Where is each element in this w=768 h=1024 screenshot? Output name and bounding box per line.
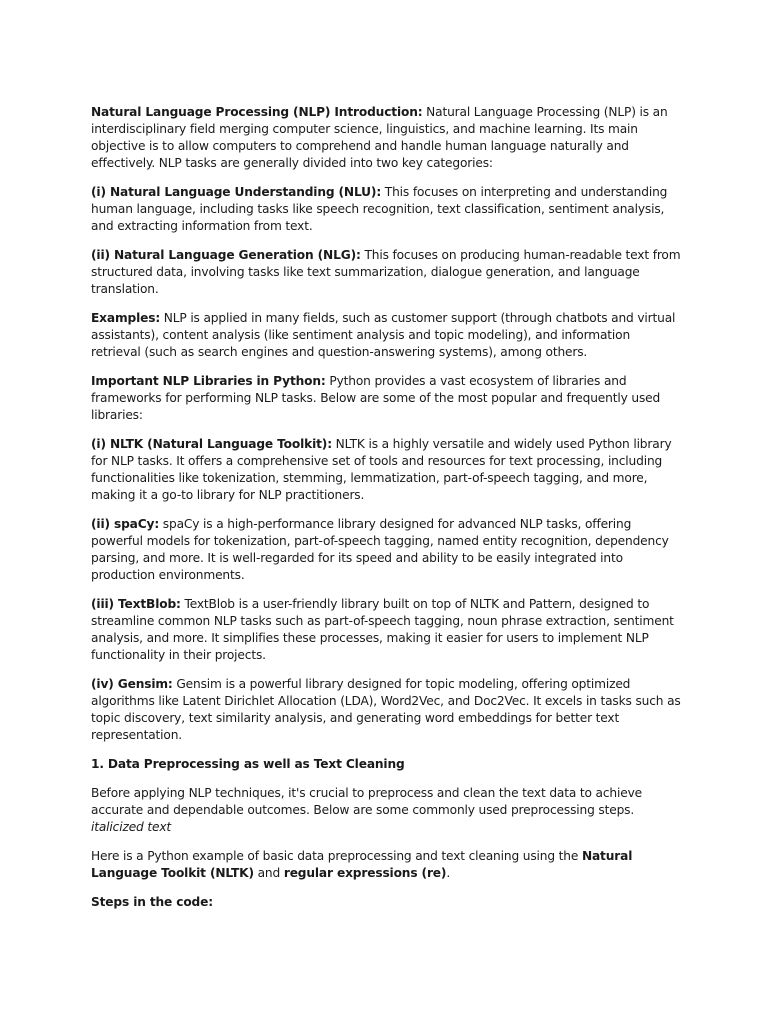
examples-title: Examples: bbox=[91, 311, 161, 325]
spacy-title: (ii) spaCy: bbox=[91, 517, 160, 531]
spacy-text: spaCy is a high-performance library designed for advanced NLP tasks, offering powerful models for tokenization, part-of-speech tagging, named entity recognition, dependency parsing, and more. It is well-regarded for its speed and ability to be easily integrated into production environments. bbox=[91, 517, 669, 582]
nltk-text: NLTK is a highly versatile and widely used Python library for NLP tasks. It offers a comprehensive set of tools and resources for text processing, including functionalities like tokenization, stemming, lemmatization, part-of-speech tagging, and more, making it a go-to library for NLP practitioners. bbox=[91, 437, 672, 502]
libraries-title: Important NLP Libraries in Python: bbox=[91, 374, 326, 388]
nltk-title: (i) NLTK (Natural Language Toolkit): bbox=[91, 437, 332, 451]
example-paragraph bbox=[91, 848, 681, 882]
before-paragraph bbox=[91, 785, 681, 836]
gensim-paragraph bbox=[91, 676, 681, 744]
libraries-paragraph bbox=[91, 373, 681, 424]
textblob-title: (iii) TextBlob: bbox=[91, 597, 181, 611]
gensim-title: (iv) Gensim: bbox=[91, 677, 173, 691]
gensim-text: Gensim is a powerful library designed for topic modeling, offering optimized algorithms like Latent Dirichlet Allocation (LDA), Word2Vec, and Doc2Vec. It excels in tasks such as topic discovery, text similarity analysis, and generating word embeddings for better text representation. bbox=[91, 677, 681, 742]
textblob-paragraph bbox=[91, 596, 681, 664]
before-text: Before applying NLP techniques, it's crucial to preprocess and clean the text data to achieve accurate and dependable outcomes. Below are some commonly used preprocessing steps. bbox=[91, 786, 642, 817]
intro-paragraph bbox=[91, 104, 681, 172]
spacy-paragraph bbox=[91, 516, 681, 584]
italic-placeholder-text: italicized text bbox=[91, 820, 172, 834]
nlu-title: (i) Natural Language Understanding (NLU): bbox=[91, 185, 382, 199]
textblob-text: TextBlob is a user-friendly library built on top of NLTK and Pattern, designed to streamline common NLP tasks such as part-of-speech tagging, noun phrase extraction, sentiment analysis, and more. It simplifies these processes, making it easier for users to implement NLP functionality in their projects. bbox=[91, 597, 674, 662]
intro-title: Natural Language Processing (NLP) Introduction: bbox=[91, 105, 423, 119]
example-bold-re: regular expressions (re) bbox=[283, 866, 447, 880]
section-heading-preprocessing: 1. Data Preprocessing as well as Text Cleaning bbox=[91, 757, 405, 771]
steps-heading: Steps in the code: bbox=[91, 895, 213, 909]
example-text-c: . bbox=[446, 866, 451, 880]
nltk-paragraph bbox=[91, 436, 681, 504]
nlg-text: This focuses on producing human-readable text from structured data, involving tasks like text summarization, dialogue generation, and language translation. bbox=[91, 248, 681, 296]
document-page bbox=[91, 104, 681, 923]
nlu-paragraph bbox=[91, 184, 681, 235]
examples-paragraph bbox=[91, 310, 681, 361]
libraries-text: Python provides a vast ecosystem of libraries and frameworks for performing NLP tasks. Below are some of the most popular and frequently used libraries: bbox=[91, 374, 661, 422]
nlu-text: This focuses on interpreting and understanding human language, including tasks like speech recognition, text classification, sentiment analysis, and extracting information from text. bbox=[91, 185, 668, 233]
example-text-b: and bbox=[253, 866, 284, 880]
nlg-title: (ii) Natural Language Generation (NLG): bbox=[91, 248, 361, 262]
example-bold-nltk: Natural Language Toolkit (NLTK) bbox=[91, 849, 633, 880]
nlg-paragraph bbox=[91, 247, 681, 298]
examples-text: NLP is applied in many fields, such as customer support (through chatbots and virtual assistants), content analysis (like sentiment analysis and topic modeling), and information retrieval (such as search engines and question-answering systems), among others. bbox=[91, 311, 676, 359]
example-text-a: Here is a Python example of basic data preprocessing and text cleaning using the bbox=[91, 849, 582, 863]
intro-text: Natural Language Processing (NLP) is an interdisciplinary field merging computer science, linguistics, and machine learning. Its main objective is to allow computers to comprehend and handle human language naturally and effectively. NLP tasks are generally divided into two key categories: bbox=[91, 105, 668, 170]
